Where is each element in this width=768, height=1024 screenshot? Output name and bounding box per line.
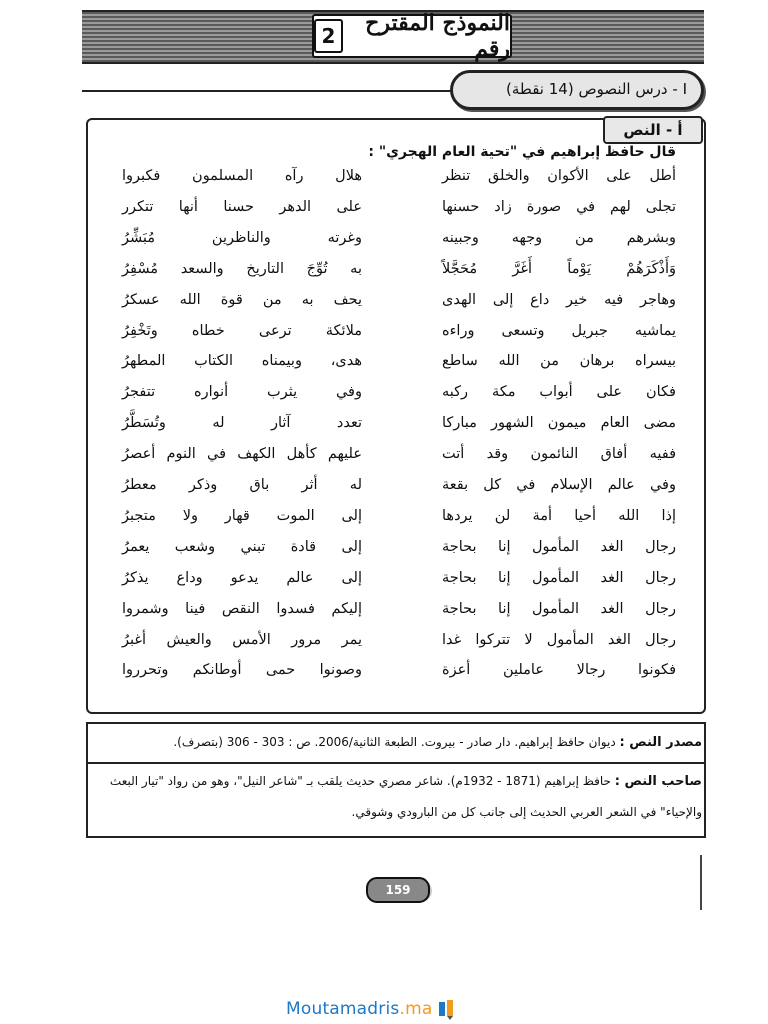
verse-second-hemistich: إليكم فسدوا النقص فينا وشمروا xyxy=(122,600,362,617)
section-heading-label: I - درس النصوص (14 نقطة) xyxy=(506,80,687,98)
verse-second-hemistich: على الدهر حسنا أنها تتكرر xyxy=(122,198,362,215)
verse-first-hemistich: إذا الله أحيا أمة لن يردها xyxy=(442,507,676,524)
verse-row xyxy=(0,597,768,627)
verse-second-hemistich: عليهم كأهل الكهف في النوم أعصرُ xyxy=(122,446,362,463)
verse-first-hemistich: أطل على الأكوان والخلق تنظر xyxy=(442,168,676,184)
verse-first-hemistich: يماشيه جبريل وتسعى وراءه xyxy=(442,322,676,339)
author-line-2 xyxy=(352,801,702,823)
verse-second-hemistich: إلى الموت قهار ولا متجبرُ xyxy=(122,507,362,524)
pencil-icon xyxy=(436,998,458,1020)
source-line xyxy=(173,731,702,754)
verse-first-hemistich: وهاجر فيه خير داع إلى الهدى xyxy=(442,291,676,308)
verse-first-hemistich: رجال الغد المأمول إنا بحاجة xyxy=(442,569,676,586)
model-number: 2 xyxy=(314,19,343,53)
verse-first-hemistich: رجال الغد المأمول إنا بحاجة xyxy=(442,600,676,617)
verse-row xyxy=(0,349,768,379)
verse-second-hemistich: له أثر باق وذكر معطرُ xyxy=(122,477,362,493)
verse-second-hemistich: يحف به من قوة الله عسكرُ xyxy=(122,291,362,308)
author-line-1 xyxy=(110,770,702,793)
subsection-label: أ - النص xyxy=(623,121,683,139)
verse-second-hemistich: يمر مرور الأمس والعيش أغبرُ xyxy=(122,631,362,648)
watermark-tld: .ma xyxy=(399,999,433,1019)
verse-first-hemistich: رجال الغد المأمول لا تتركوا غدا xyxy=(442,631,676,648)
source-divider xyxy=(86,762,706,764)
verse-row xyxy=(0,411,768,441)
page-title: النموذج المقترح رقم xyxy=(365,10,510,62)
verse-second-hemistich: هلال رآه المسلمون فكبروا xyxy=(122,168,362,184)
author-text-2: والإحياء" في الشعر العربي الحديث إلى جانب كل من البارودي وشوقي. xyxy=(351,805,702,819)
verse-row xyxy=(0,380,768,410)
site-watermark xyxy=(286,996,486,1022)
verse-second-hemistich: به تُوِّجَ التاريخ والسعد مُسْفِرُ xyxy=(122,260,362,277)
verse-first-hemistich: فكونوا رجالا عاملين أعزة xyxy=(442,662,676,679)
verse-second-hemistich: وغرته والناظرين مُبَشِّرُ xyxy=(122,229,362,246)
margin-rule xyxy=(700,855,702,910)
verse-second-hemistich: هدى، وبيمناه الكتاب المطهرُ xyxy=(122,353,362,370)
verse-row xyxy=(0,566,768,596)
section-divider xyxy=(82,90,452,92)
verse-second-hemistich: وصونوا حمى أوطانكم وتحرروا xyxy=(122,662,362,679)
verse-second-hemistich: إلى قادة تبني وشعب يعمرُ xyxy=(122,538,362,555)
verse-second-hemistich: تعدد آثار له وتُسَطَّرُ xyxy=(122,415,362,432)
verse-first-hemistich: بيسراه برهان من الله ساطع xyxy=(442,353,676,370)
verse-first-hemistich: مضى العام ميمون الشهور مباركا xyxy=(442,415,676,432)
verse-row xyxy=(0,195,768,225)
verse-row xyxy=(0,504,768,534)
watermark-text xyxy=(286,999,432,1019)
verse-second-hemistich: وفي يثرب أنواره تتفجرُ xyxy=(122,384,362,401)
section-heading xyxy=(450,70,704,110)
verse-row xyxy=(0,319,768,349)
verse-first-hemistich: رجال الغد المأمول إنا بحاجة xyxy=(442,538,676,555)
verse-row xyxy=(0,288,768,318)
verse-first-hemistich: وفي عالم الإسلام في كل بقعة xyxy=(442,477,676,493)
source-text: ديوان حافظ إبراهيم. دار صادر - بيروت. الطبعة الثانية/2006. ص : 303 - 306 (بتصرف). xyxy=(173,735,616,749)
verse-row xyxy=(0,628,768,658)
verse-first-hemistich: وبشرهم من وجهه وجبينه xyxy=(442,229,676,246)
verse-first-hemistich: ففيه أفاق النائمون وقد أتت xyxy=(442,446,676,463)
subsection-tab xyxy=(603,116,703,144)
verse-row xyxy=(0,473,768,503)
verse-row xyxy=(0,658,768,688)
page-number: 159 xyxy=(385,883,411,897)
author-label: صاحب النص : xyxy=(614,774,702,789)
watermark-brand: Moutamadris xyxy=(286,999,400,1019)
verse-row xyxy=(0,442,768,472)
page-title-box xyxy=(312,10,512,62)
verse-row xyxy=(0,535,768,565)
source-label: مصدر النص : xyxy=(619,735,702,750)
verse-row xyxy=(0,226,768,256)
verse-row xyxy=(0,164,768,194)
poem-intro: قال حافظ إبراهيم في "تحية العام الهجري" : xyxy=(368,144,676,160)
verse-second-hemistich: إلى عالم يدعو وداع يذكرُ xyxy=(122,569,362,586)
verse-second-hemistich: ملائكة ترعى خطاه وتَخْفِرُ xyxy=(122,322,362,339)
page-number-badge xyxy=(366,877,430,903)
verse-first-hemistich: تجلى لهم في صورة زاد حسنها xyxy=(442,198,676,215)
verse-row xyxy=(0,257,768,287)
verse-first-hemistich: فكان على أبواب مكة ركبه xyxy=(442,384,676,401)
verse-first-hemistich: وَأَذْكَرَهُمْ يَوْماً أَغَرَّ مُحَجَّلاً xyxy=(442,260,676,277)
author-text-1: حافظ إبراهيم (1871 - 1932م). شاعر مصري حديث يلقب بـ "شاعر النيل"، وهو من رواد "تيار البعث xyxy=(109,774,611,788)
